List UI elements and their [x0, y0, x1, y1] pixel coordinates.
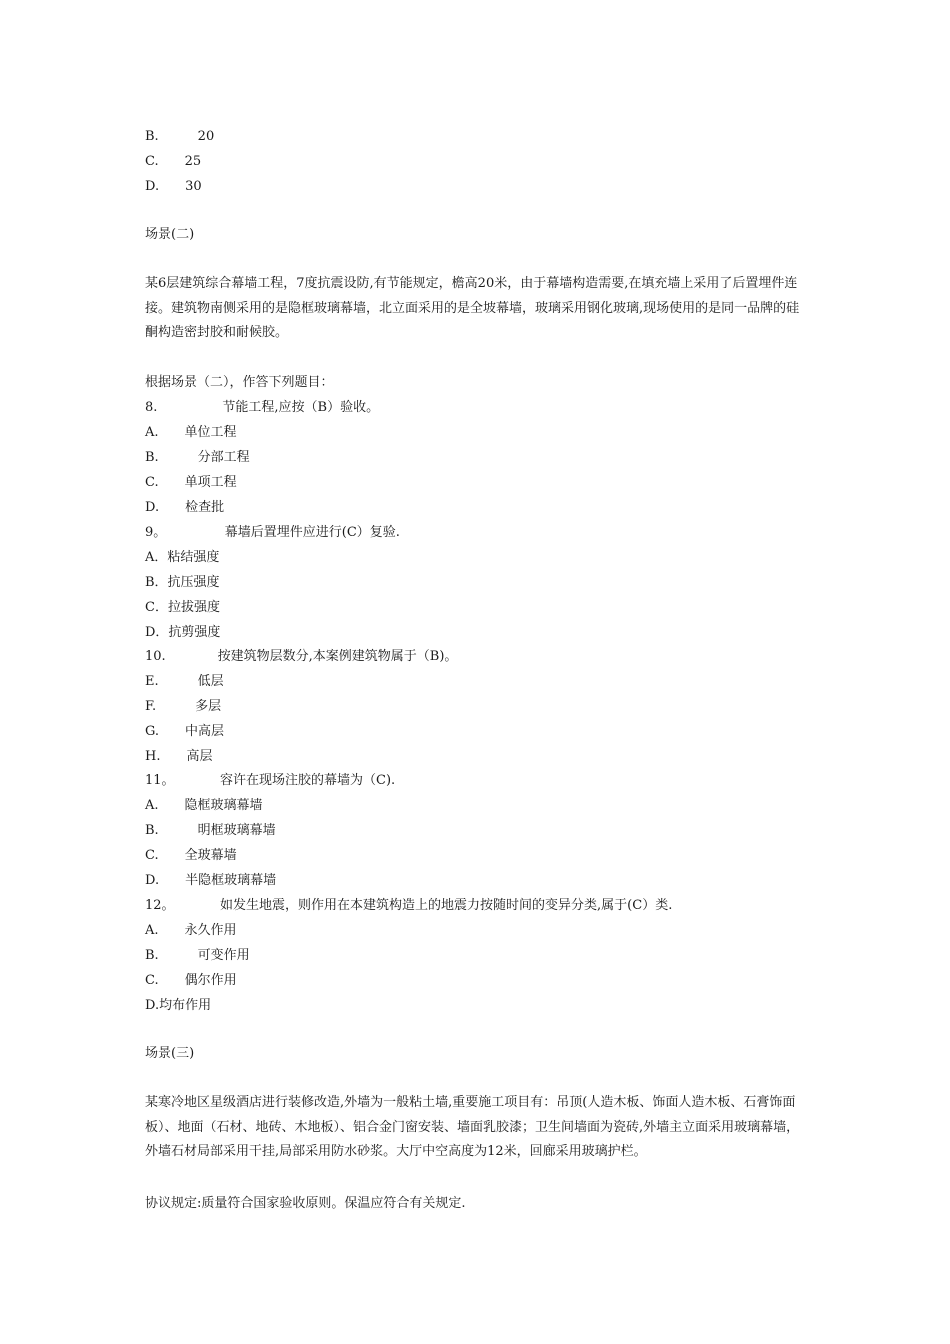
- question-9: 9。 幕墙后置埋件应进行(C）复验.: [145, 525, 400, 540]
- scenario-three-heading: 场景(三): [145, 1046, 195, 1061]
- question-8-option-a: A. 单位工程: [145, 425, 237, 440]
- question-9-option-c: C．拉拔强度: [145, 600, 220, 615]
- scenario-two-description: 某6层建筑综合幕墙工程，7度抗震设防,有节能规定，檐高20米，由于幕墙构造需要,在填充墙上采用了后置埋件连接。建筑物南侧采用的是隐框玻璃幕墙，北立面采用的是全坡幕墙，玻璃采用钢化玻璃,现场使用的是同一品牌的硅酮构造密封胶和耐候胶。: [145, 276, 800, 340]
- option-b-20: B. 20: [145, 129, 215, 144]
- option-d-30: D. 30: [145, 179, 202, 194]
- question-11-option-c: C. 全玻幕墙: [145, 848, 237, 863]
- agreement-statement: 协议规定:质量符合国家验收原则。保温应符合有关规定.: [145, 1196, 466, 1211]
- question-8-option-b: B. 分部工程: [145, 450, 250, 465]
- question-11-option-d: D. 半隐框玻璃幕墙: [145, 873, 277, 888]
- question-12-option-c: C. 偶尔作用: [145, 973, 237, 988]
- question-11-option-b: B. 明框玻璃幕墙: [145, 823, 276, 838]
- question-9-option-b: B．抗压强度: [145, 575, 220, 590]
- question-8-option-d: D. 检查批: [145, 500, 225, 515]
- scenario-three-description: 某寒冷地区星级酒店进行装修改造,外墙为一般粘土墙,重要施工项目有：吊顶(人造木板、饰面人造木板、石膏饰面板）、地面（石材、地砖、木地板）、铝合金门窗安装、墙面乳胶漆；卫生间墙面为瓷砖,外墙主立面采用玻璃幕墙，外墙石材局部采用干挂,局部采用防水砂浆。大厅中空高度为12米，回廊采用玻璃护栏。: [145, 1095, 800, 1159]
- question-8-option-c: C. 单项工程: [145, 475, 237, 490]
- question-8: 8. 节能工程,应按（B）验收。: [145, 400, 380, 415]
- question-9-option-d: D．抗剪强度: [145, 625, 221, 640]
- question-10-option-g: G. 中高层: [145, 724, 225, 739]
- question-12: 12。 如发生地震，则作用在本建筑构造上的地震力按随时间的变异分类,属于(C）类.: [145, 898, 673, 913]
- question-12-option-a: A. 永久作用: [145, 923, 237, 938]
- question-12-option-d: D.均布作用: [145, 998, 212, 1013]
- question-12-option-b: B. 可变作用: [145, 948, 250, 963]
- question-10-option-f: F. 多层: [145, 699, 222, 714]
- question-10-option-e: E. 低层: [145, 674, 224, 689]
- question-11-option-a: A. 隐框玻璃幕墙: [145, 798, 263, 813]
- question-10: 10. 按建筑物层数分,本案例建筑物属于（B)。: [145, 649, 458, 664]
- question-9-option-a: A．粘结强度: [145, 550, 220, 565]
- scenario-two-heading: 场景(二): [145, 227, 195, 242]
- option-c-25: C. 25: [145, 154, 202, 169]
- question-11: 11。 容许在现场注胶的幕墙为（C).: [145, 773, 396, 788]
- question-10-option-h: H. 高层: [145, 749, 213, 764]
- scenario-two-instruction: 根据场景（二），作答下列题目：: [145, 375, 334, 390]
